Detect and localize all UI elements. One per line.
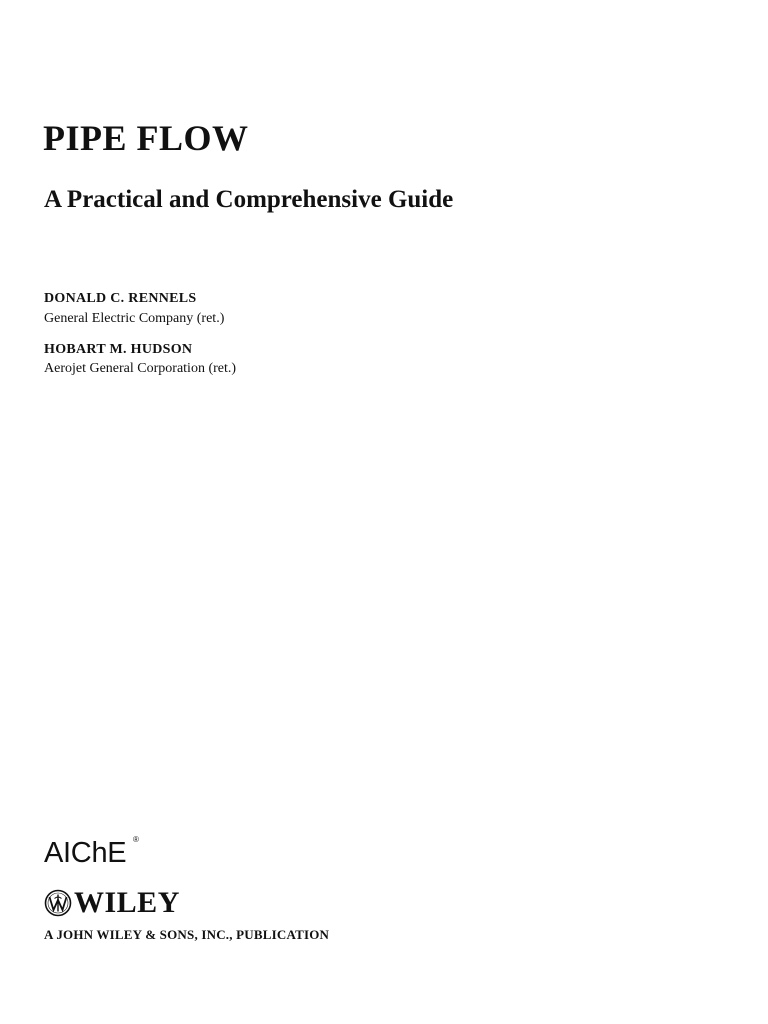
author-affiliation: Aerojet General Corporation (ret.) bbox=[44, 361, 237, 376]
author-affiliation: General Electric Company (ret.) bbox=[44, 311, 225, 326]
book-title: PIPE FLOW bbox=[43, 118, 249, 158]
wiley-emblem-icon bbox=[44, 889, 72, 917]
author-name: DONALD C. RENNELS bbox=[44, 291, 197, 306]
aiche-logo: AIChE bbox=[44, 837, 127, 869]
book-subtitle: A Practical and Comprehensive Guide bbox=[44, 186, 454, 213]
publisher-line: A JOHN WILEY & SONS, INC., PUBLICATION bbox=[44, 927, 330, 942]
wiley-logo: WILEY bbox=[74, 886, 180, 919]
registered-mark: ® bbox=[133, 835, 139, 844]
author-name: HOBART M. HUDSON bbox=[44, 342, 193, 357]
